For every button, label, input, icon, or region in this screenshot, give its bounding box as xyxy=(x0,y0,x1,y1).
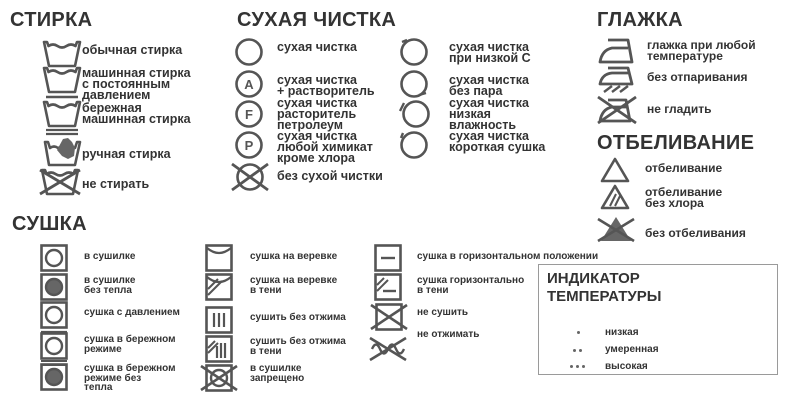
no-dry-icon xyxy=(370,303,408,331)
temp-label-high: высокая xyxy=(605,361,648,372)
tumble-dry-no-heat-icon xyxy=(40,273,68,301)
wash-tub-icon xyxy=(44,40,80,68)
circle-a-icon xyxy=(234,69,264,99)
tumble-dry-gentle-icon xyxy=(40,332,68,366)
dry-clean-label-solvent: сухая чистка + растворитель xyxy=(277,73,375,98)
bleaching-label-no-chlorine: отбеливание без хлора xyxy=(645,185,723,210)
washing-label-no-wash: не стирать xyxy=(82,177,150,191)
no-bleach-icon xyxy=(596,215,636,243)
circle-icon xyxy=(234,37,264,67)
no-iron-icon xyxy=(596,95,638,125)
tumble-dry-gentle-no-heat-icon xyxy=(40,363,68,391)
drying-label-line-shade: сушка на веревке в тени xyxy=(250,275,338,296)
circle-low-heat-icon xyxy=(398,37,430,67)
drying-label-line: сушка на веревке xyxy=(250,251,338,262)
temperature-indicator-title: ИНДИКАТОР ТЕМПЕРАТУРЫ xyxy=(547,270,662,305)
dry-clean-label-low-humidity: сухая чистка низкая влажность xyxy=(449,96,529,132)
line-dry-shade-icon xyxy=(205,273,233,301)
no-wash-icon xyxy=(38,168,82,196)
svg-text:P: P xyxy=(244,138,254,153)
drying-label-flat: сушка в горизонтальном положении xyxy=(417,251,599,262)
circle-f-icon xyxy=(234,99,264,129)
drying-label-tumble-no-heat: в сушилке без тепла xyxy=(84,275,136,296)
ironing-label-no-iron: не гладить xyxy=(647,102,712,116)
washing-label-gentle: бережная машинная стирка xyxy=(82,101,191,126)
drip-dry-shade-icon xyxy=(205,335,233,363)
triangle-icon xyxy=(600,157,630,183)
wash-tub-double-underline-icon xyxy=(44,100,80,136)
drying-label-flat-shade: сушка горизонтально в тени xyxy=(417,275,525,296)
dry-cleaning-heading: СУХАЯ ЧИСТКА xyxy=(237,9,397,31)
drying-label-no-tumble: в сушилке запрещено xyxy=(250,363,305,384)
washing-label-permanent-press: машинная стирка с постоянным давлением xyxy=(82,66,191,102)
bleaching-heading: ОТБЕЛИВАНИЕ xyxy=(597,132,755,154)
wash-tub-underline-icon xyxy=(44,66,80,98)
drip-dry-icon xyxy=(205,306,233,334)
ironing-label-any: глажка при любой температуре xyxy=(647,38,756,63)
temp-label-medium: умеренная xyxy=(605,344,659,355)
line-dry-icon xyxy=(205,244,233,272)
tumble-dry-press-icon xyxy=(40,301,68,333)
circle-low-humidity-icon xyxy=(398,99,432,129)
dry-clean-label-no: без сухой чистки xyxy=(277,169,383,183)
dry-clean-label-any: сухая чистка xyxy=(277,40,357,54)
iron-no-steam-icon xyxy=(598,64,638,94)
circle-p-icon xyxy=(234,130,264,160)
drying-label-press: сушка с давлением xyxy=(84,307,180,318)
triangle-lines-icon xyxy=(600,184,630,210)
bleaching-label-no-bleach: без отбеливания xyxy=(645,226,746,240)
dry-flat-shade-icon xyxy=(374,273,402,301)
drying-label-gentle-no-heat: сушка в бережном режиме без тепла xyxy=(84,363,176,393)
iron-icon xyxy=(598,36,638,66)
no-dry-clean-icon xyxy=(230,162,270,192)
drying-heading: СУШКА xyxy=(12,213,87,235)
washing-heading: СТИРКА xyxy=(10,9,93,31)
drying-label-no-dry: не сушить xyxy=(417,307,469,318)
temperature-indicator-panel xyxy=(538,264,778,375)
dry-clean-label-petroleum: сухая чистка расторитель петролеум xyxy=(277,96,357,132)
dry-flat-icon xyxy=(374,244,402,272)
svg-text:F: F xyxy=(245,107,253,122)
washing-label-hand: ручная стирка xyxy=(82,147,171,161)
circle-short-cycle-icon xyxy=(398,130,430,160)
dry-clean-label-no-steam: сухая чистка без пара xyxy=(449,73,529,98)
tumble-dry-icon xyxy=(40,244,68,272)
hand-wash-icon xyxy=(44,136,80,166)
drying-label-no-wring: не отжимать xyxy=(417,329,480,340)
no-tumble-dry-icon xyxy=(200,364,238,392)
drying-label-gentle: сушка в бережном режиме xyxy=(84,334,176,355)
dry-clean-label-short-cycle: сухая чистка короткая сушка xyxy=(449,129,546,154)
dry-clean-label-any-except-chlorine: сухая чистка любой химикат кроме хлора xyxy=(277,129,373,165)
no-wring-icon xyxy=(368,336,408,362)
washing-label-normal: обычная стирка xyxy=(82,43,183,57)
circle-no-steam-icon xyxy=(398,69,430,99)
ironing-label-no-steam: без отпаривания xyxy=(647,70,748,84)
ironing-heading: ГЛАЖКА xyxy=(597,9,683,31)
drying-label-tumble: в сушилке xyxy=(84,251,136,262)
bleaching-label-any: отбеливание xyxy=(645,161,723,175)
drying-label-drip-shade: сушить без отжима в тени xyxy=(250,336,346,357)
svg-text:A: A xyxy=(244,77,254,92)
temp-label-low: низкая xyxy=(605,327,639,338)
dry-clean-label-low-heat: сухая чистка при низкой С xyxy=(449,40,531,65)
drying-label-drip: сушить без отжима xyxy=(250,312,346,323)
